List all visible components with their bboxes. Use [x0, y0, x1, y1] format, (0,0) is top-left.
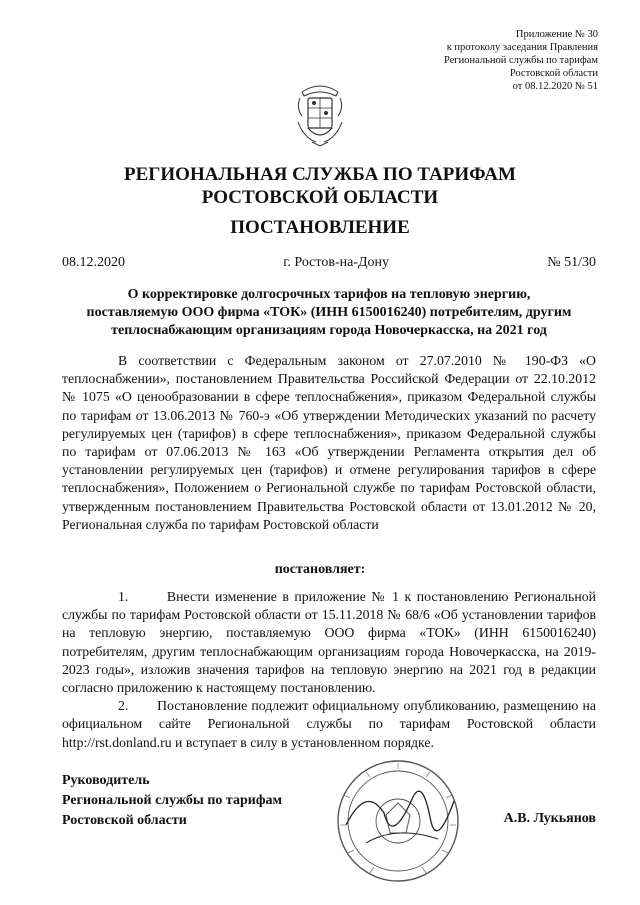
subject-line: поставляемую ООО фирма «ТОК» (ИНН 6150016240) потребителям, другим: [86, 305, 572, 320]
coat-of-arms-icon: [294, 82, 346, 148]
authority-line: РОСТОВСКОЙ ОБЛАСТИ: [201, 187, 439, 208]
document-number: № 51/30: [547, 255, 596, 270]
item-number: 2.: [118, 698, 129, 714]
appendix-line: от 08.12.2020 № 51: [512, 81, 598, 92]
document-city: г. Ростов-на-Дону: [283, 255, 390, 270]
subject-line: теплоснабжающим организациям города Новочеркасска, на 2021 год: [111, 323, 547, 338]
official-seal-icon: [326, 755, 466, 887]
document-meta: [62, 255, 596, 271]
item-text: Постановление подлежит официальному опубликованию, размещению на официальном сайте Региональной службы по тарифам Ростовской области http://rst.donland.ru и вступает в силу в установленном порядке.: [62, 698, 596, 750]
authority-title: [0, 163, 640, 209]
decree-item: [62, 588, 596, 697]
appendix-line: Региональной службы по тарифам: [443, 55, 598, 66]
appendix-note: [444, 28, 598, 93]
document-type: ПОСТАНОВЛЕНИЕ: [230, 217, 410, 238]
decree-item: [62, 697, 596, 752]
signer-position: [62, 771, 282, 831]
appendix-line: Приложение № 30: [515, 29, 598, 40]
signer-line: Руководитель: [62, 773, 150, 788]
signer-line: Региональной службы по тарифам: [62, 793, 283, 808]
signer-name: А.В. Лукьянов: [503, 811, 596, 826]
document-date: 08.12.2020: [62, 255, 125, 270]
item-number: 1.: [118, 589, 129, 604]
appendix-line: Ростовской области: [509, 68, 598, 79]
decree-items: [62, 588, 596, 752]
signer-line: Ростовской области: [62, 813, 187, 828]
preamble-text: В соответствии с Федеральным законом от 27.07.2010 № 190-ФЗ «О теплоснабжении», постановлением Правительства Российской Федерации от 22.10.2012 № 1075 «О ценообразовании в сфере теплоснабжения», приказом Федеральной службы по тарифам от 13.06.2013 № 760-э «Об утверждении Методических указаний по расчету регулируемых цен (тарифов) в сфере теплоснабжения», приказом Федеральной службы по тарифам от 07.06.2013 № 163 «Об утверждении Регламента открытия дел об установлении регулируемых цен (тарифов) и отмене регулирования тарифов в сфере теплоснабжения», Положением о Региональной службе по тарифам Ростовской области, утвержденным постановлением Правительства Ростовской области от 13.01.2012 № 20, Региональная служба по тарифам Ростовской области: [62, 353, 596, 532]
item-text: Внести изменение в приложение № 1 к постановлению Региональной службы по тарифам Ростовской области от 15.11.2018 № 68/6 «Об установлении тарифов на тепловую энергию, поставляемую ООО фирма «ТОК» (ИНН 6150016240) потребителям, другим теплоснабжающим организациям города Новочеркасска, на 2019-2023 годы», изложив значения тарифов на тепловую энергию на 2021 год в редакции согласно приложению к настоящему постановлению.: [62, 589, 596, 696]
authority-line: РЕГИОНАЛЬНАЯ СЛУЖБА ПО ТАРИФАМ: [124, 164, 516, 185]
subject-line: О корректировке долгосрочных тарифов на тепловую энергию,: [127, 287, 531, 302]
appendix-line: к протоколу заседания Правления: [446, 42, 598, 53]
decree-word: постановляет:: [274, 562, 366, 577]
document-subject: [62, 286, 596, 340]
